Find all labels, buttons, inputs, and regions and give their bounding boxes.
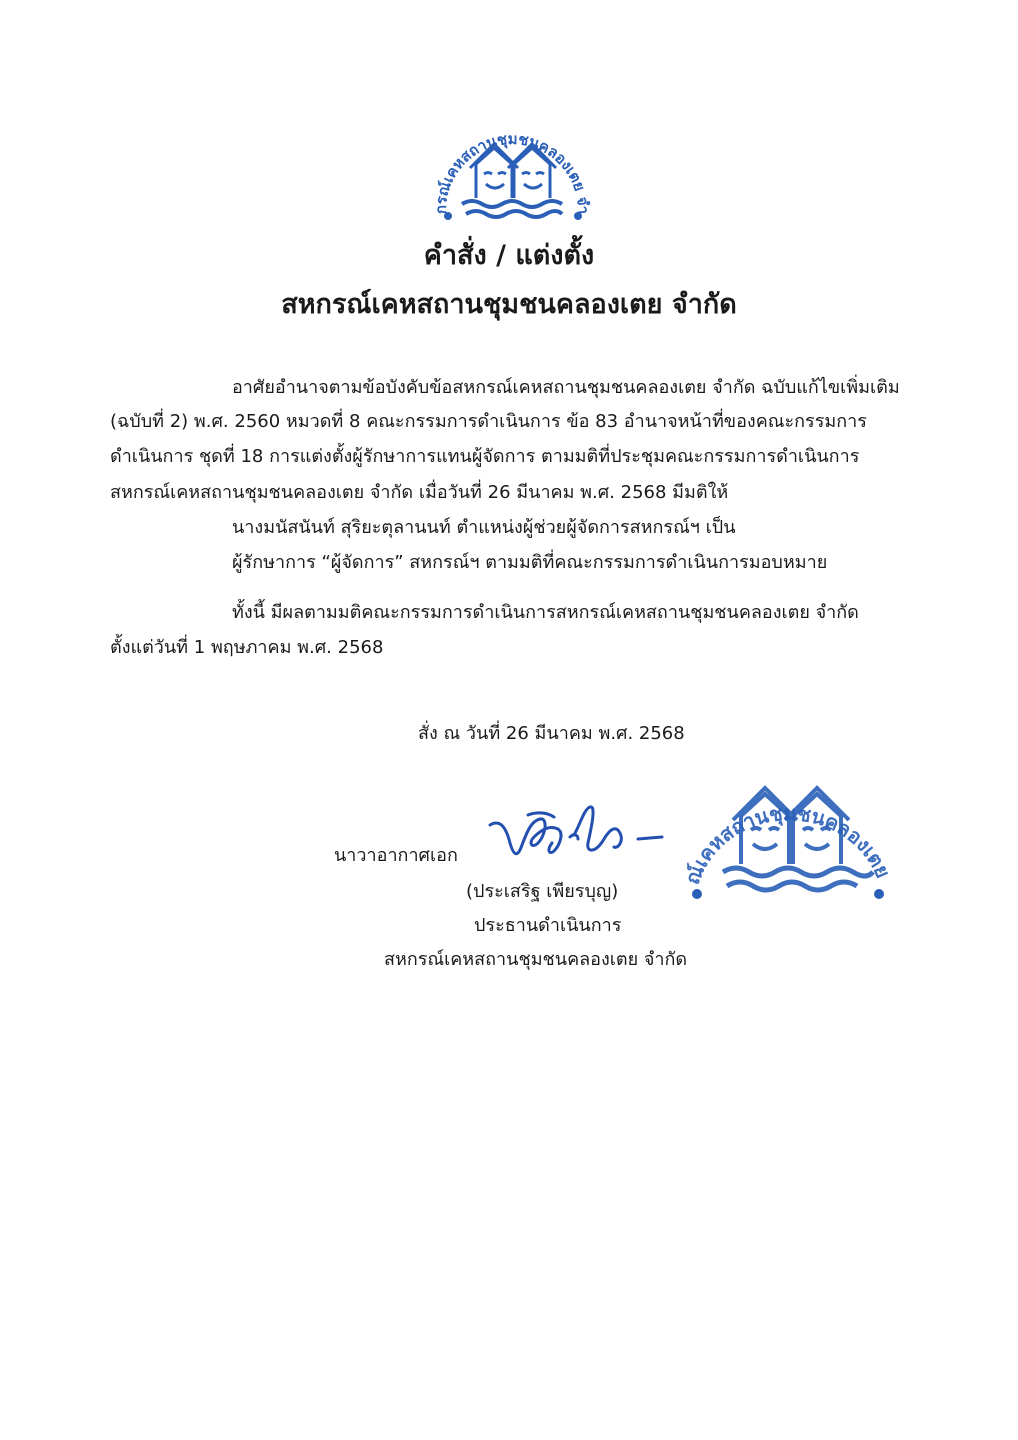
organization-title: สหกรณ์เคหสถานชุมชนคลองเตย จำกัด	[281, 289, 737, 320]
signer-position: ประธานดำเนินการ	[474, 915, 622, 936]
paragraph-3-line-2: ตั้งแต่วันที่ 1 พฤษภาคม พ.ศ. 2568	[110, 637, 384, 658]
paragraph-1-line-2: (ฉบับที่ 2) พ.ศ. 2560 หมวดที่ 8 คณะกรรมการดำเนินการ ข้อ 83 อำนาจหน้าที่ของคณะกรรมการ	[110, 411, 867, 432]
paragraph-1-line-3: ดำเนินการ ชุดที่ 18 การแต่งตั้งผู้รักษาการแทนผู้จัดการ ตามมติที่ประชุมคณะกรรมการดำเนินการ	[110, 446, 860, 467]
seal-arc-text: เคหสถานชุมชนคลองเตย	[688, 801, 895, 882]
paragraph-2-line-2: ผู้รักษาการ “ผู้จัดการ” สหกรณ์ฯ ตามมติที่คณะกรรมการดำเนินการมอบหมาย	[232, 552, 828, 573]
signer-organization: สหกรณ์เคหสถานชุมชนคลองเตย จำกัด	[384, 949, 688, 970]
paragraph-2-line-1: นางมนัสนันท์ สุริยะตุลานนท์ ตำแหน่งผู้ช่วยผู้จัดการสหกรณ์ฯ เป็น	[232, 517, 736, 538]
paragraph-1-line-4: สหกรณ์เคหสถานชุมชนคลองเตย จำกัด เมื่อวันที่ 26 มีนาคม พ.ศ. 2568 มีมติให้	[110, 482, 729, 503]
paragraph-3-line-1: ทั้งนี้ มีผลตามมติคณะกรรมการดำเนินการสหกรณ์เคหสถานชุมชนคลองเตย จำกัด	[232, 602, 859, 623]
signer-rank: นาวาอากาศเอก	[334, 845, 458, 866]
handwritten-signature	[488, 795, 668, 875]
signer-name: (ประเสริฐ เพียรบุญ)	[466, 881, 619, 902]
logo-arc-text: กรณ์เคหสถานชุมชนคลองเตย จำ	[432, 129, 592, 215]
paragraph-1-line-1: อาศัยอำนาจตามข้อบังคับข้อสหกรณ์เคหสถานชุมชนคลองเตย จำกัด ฉบับแก้ไขเพิ่มเติม	[232, 377, 900, 398]
order-date: สั่ง ณ วันที่ 26 มีนาคม พ.ศ. 2568	[418, 723, 685, 744]
cooperative-logo	[432, 118, 592, 230]
cooperative-seal-stamp	[683, 752, 895, 908]
document-title: คำสั่ง / แต่งตั้ง	[423, 240, 595, 271]
